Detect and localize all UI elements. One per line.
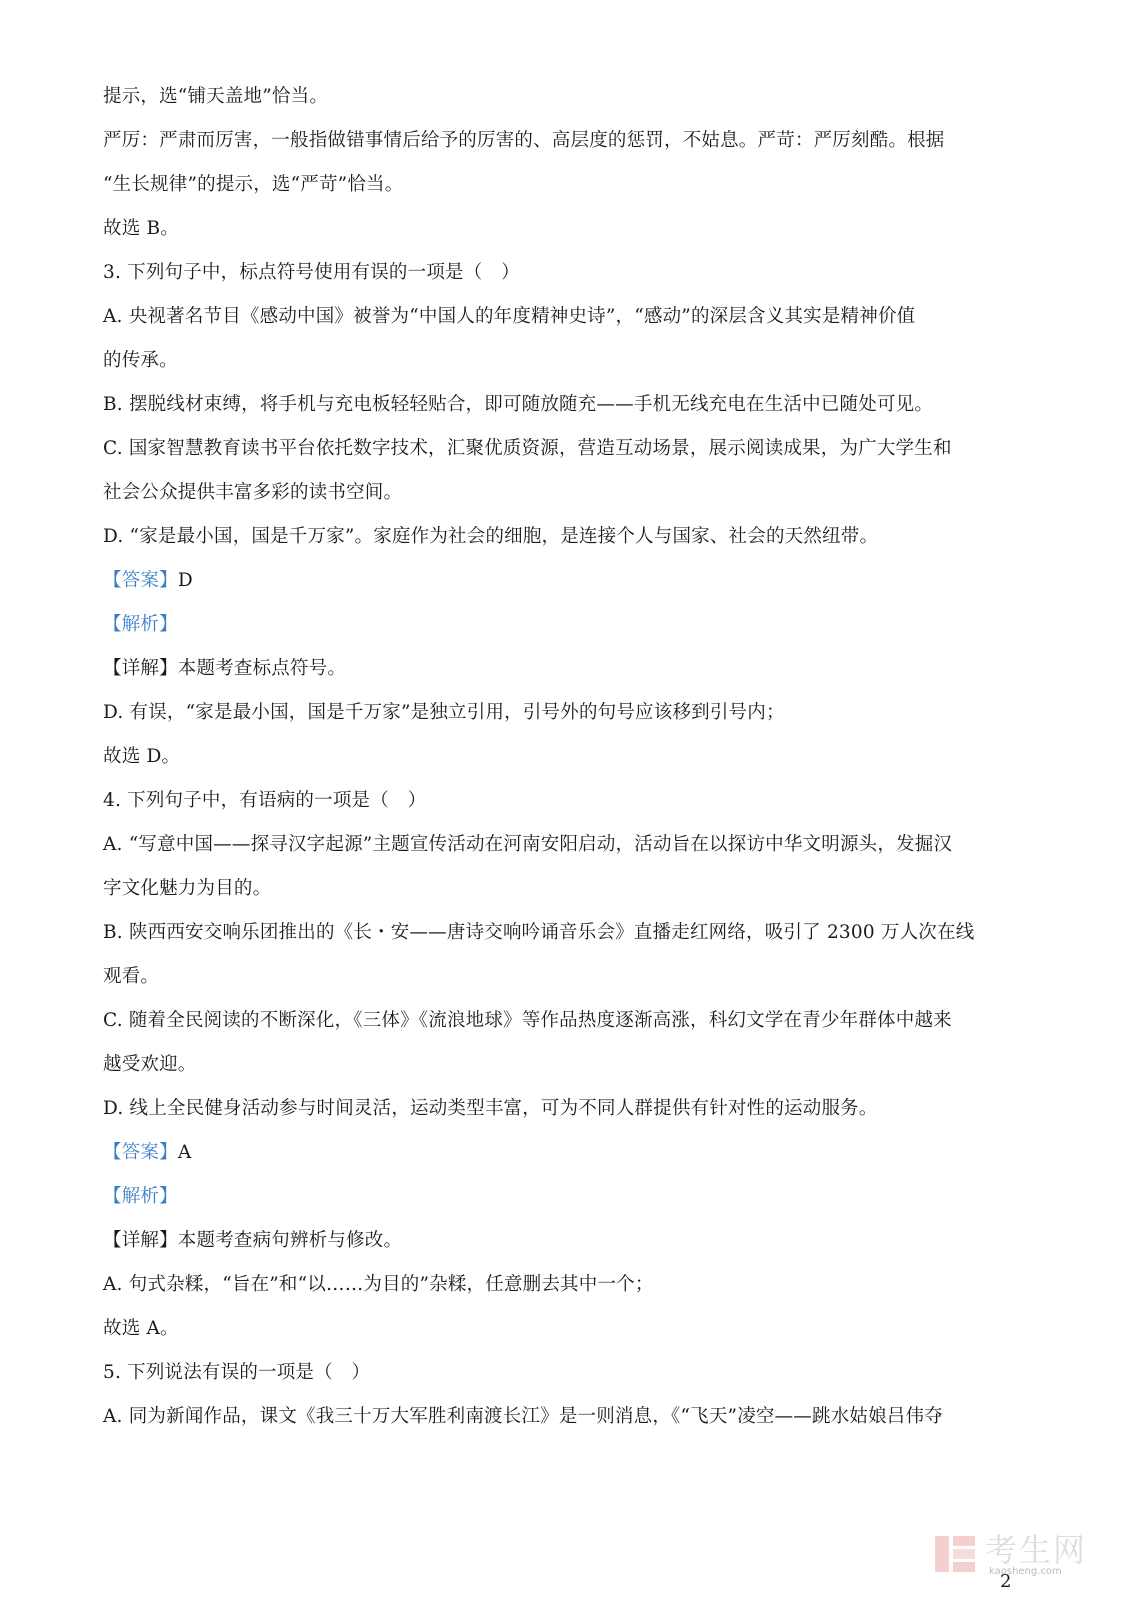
text-line (103, 1316, 1023, 1342)
answer-value: A (177, 1142, 192, 1163)
option-c (103, 1008, 1023, 1034)
answer-tag: 【答案】 (103, 570, 178, 591)
line-text: “生长规律”的提示，选“严苛”恰当。 (103, 174, 404, 195)
line-text: C. 国家智慧教育读书平台依托数字技术，汇聚优质资源，营造互动场景，展示阅读成果，为广大学生和 (103, 438, 952, 459)
watermark-logo-icon (933, 1534, 977, 1574)
line-text: 5. 下列说法有误的一项是（ ） (103, 1362, 371, 1383)
option-a (103, 1404, 1023, 1430)
line-text: 故选 D。 (103, 746, 181, 767)
line-text: A. 句式杂糅，“旨在”和“以……为目的”杂糅，任意删去其中一个； (103, 1274, 654, 1295)
question-5 (103, 1360, 1023, 1386)
line-text: 【详解】本题考查病句辨析与修改。 (103, 1230, 403, 1251)
text-line (103, 700, 1023, 726)
text-line (103, 656, 1023, 682)
watermark-url: kaosheng.com (989, 1566, 1062, 1577)
text-line (103, 84, 1023, 110)
page-number: 2 (1000, 1571, 1012, 1592)
line-text: A. 同为新闻作品，课文《我三十万大军胜利南渡长江》是一则消息，《“飞天”凌空——跳水姑娘吕伟夺 (103, 1406, 943, 1427)
option-d (103, 524, 1023, 550)
text-line (103, 480, 1023, 506)
line-text: 故选 A。 (103, 1318, 179, 1339)
option-c (103, 436, 1023, 462)
line-text: B. 陕西西安交响乐团推出的《长・安——唐诗交响吟诵音乐会》直播走红网络，吸引了 2300 万人次在线 (103, 922, 975, 943)
analysis-tag: 【解析】 (103, 1186, 178, 1207)
question-4 (103, 788, 1023, 814)
line-text: D. “家是最小国，国是千万家”。家庭作为社会的细胞，是连接个人与国家、社会的天然纽带。 (103, 526, 879, 547)
line-text: 字文化魅力为目的。 (103, 878, 272, 899)
answer-tag: 【答案】 (103, 1142, 178, 1163)
option-d (103, 1096, 1023, 1122)
analysis-line (103, 1184, 1023, 1210)
document-body (103, 84, 1023, 1448)
text-line (103, 876, 1023, 902)
line-text: 故选 B。 (103, 218, 179, 239)
line-text: 4. 下列句子中，有语病的一项是（ ） (103, 790, 427, 811)
line-text: 社会公众提供丰富多彩的读书空间。 (103, 482, 403, 503)
option-b (103, 920, 1023, 946)
text-line (103, 744, 1023, 770)
line-text: C. 随着全民阅读的不断深化，《三体》《流浪地球》等作品热度逐渐高涨，科幻文学在青少年群体中越来 (103, 1010, 952, 1031)
question-3 (103, 260, 1023, 286)
answer-line (103, 1140, 1023, 1166)
line-text: B. 摆脱线材束缚，将手机与充电板轻轻贴合，即可随放随充——手机无线充电在生活中已随处可见。 (103, 394, 934, 415)
watermark-text: 考生网 (985, 1531, 1088, 1569)
text-line (103, 216, 1023, 242)
text-line (103, 128, 1023, 154)
line-text: 提示，选“铺天盖地”恰当。 (103, 86, 329, 107)
line-text: 观看。 (103, 966, 160, 987)
line-text: 越受欢迎。 (103, 1054, 197, 1075)
line-text: 【详解】本题考查标点符号。 (103, 658, 347, 679)
analysis-line (103, 612, 1023, 638)
answer-value: D (177, 570, 193, 591)
line-text: A. “写意中国——探寻汉字起源”主题宣传活动在河南安阳启动，活动旨在以探访中华文明源头，发掘汉 (103, 834, 953, 855)
text-line (103, 1052, 1023, 1078)
option-a (103, 304, 1023, 330)
text-line (103, 348, 1023, 374)
watermark (933, 1532, 1109, 1576)
option-b (103, 392, 1023, 418)
line-text: 严厉：严肃而厉害，一般指做错事情后给予的厉害的、高层度的惩罚，不姑息。严苛：严厉刻酷。根据 (103, 130, 945, 151)
line-text: 3. 下列句子中，标点符号使用有误的一项是（ ） (103, 262, 520, 283)
line-text: D. 线上全民健身活动参与时间灵活，运动类型丰富，可为不同人群提供有针对性的运动服务。 (103, 1098, 878, 1119)
line-text: 的传承。 (103, 350, 178, 371)
text-line (103, 172, 1023, 198)
analysis-tag: 【解析】 (103, 614, 178, 635)
text-line (103, 964, 1023, 990)
line-text: D. 有误，“家是最小国，国是千万家”是独立引用，引号外的句号应该移到引号内； (103, 702, 785, 723)
answer-line (103, 568, 1023, 594)
option-a (103, 832, 1023, 858)
text-line (103, 1272, 1023, 1298)
text-line (103, 1228, 1023, 1254)
line-text: A. 央视著名节目《感动中国》被誉为“中国人的年度精神史诗”，“感动”的深层含义其实是精神价值 (103, 306, 916, 327)
